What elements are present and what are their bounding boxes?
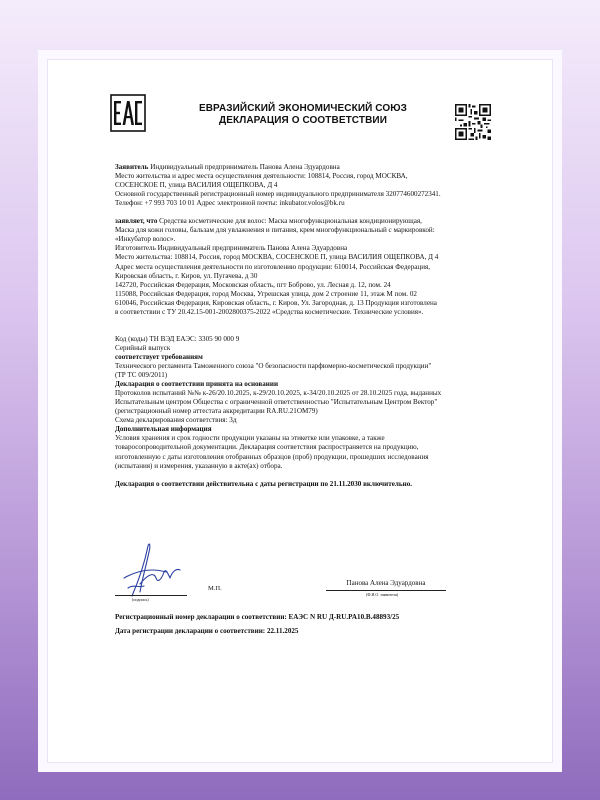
- declaration-scheme: Схема декларирования соответствия: 3д: [115, 416, 237, 425]
- accreditation-number: (регистрационный номер аттестата аккредитации RA.RU.21ОМ79): [115, 407, 318, 416]
- declaration-body: [115, 163, 497, 489]
- tnved-code: Код (коды) ТН ВЭД ЕАЭС: 3305 90 000 9: [115, 334, 240, 343]
- production-address-zagorodnaya: 610046, Российская Федерация, Кировская область, г. Киров, Ул. Загородная, д. 13 Продукция изготовлена: [115, 298, 437, 307]
- declaration-title: ДЕКЛАРАЦИЯ О СООТВЕТСТВИИ: [219, 115, 387, 126]
- production-address-moscow: 115088, Российская Федерация, город Москва, Угрешская улица, дом 2 строение 11, этаж М пом. 02: [115, 289, 417, 298]
- declares-label: заявляет, что: [115, 217, 158, 226]
- testing-center: Испытательным центром Общества с ограниченной ответственностью "Испытательным Центром Вектор": [115, 398, 438, 407]
- signature-line: [115, 595, 187, 596]
- union-title: ЕВРАЗИЙСКИЙ ЭКОНОМИЧЕСКИЙ СОЮЗ: [198, 103, 408, 114]
- production-address-kirov: Кировская область, г. Киров, ул. Пугачева, д 30: [115, 271, 258, 280]
- applicant-address-cont: СОСЕНСКОЕ П, улица ВАСИЛИЯ ОЩЕПКОВА, Д 4: [115, 181, 278, 190]
- requirements-regulation-code: (ТР ТС 009/2011): [115, 371, 168, 380]
- additional-info-line2: товаросопроводительной документации. Декларация соответствия распространяется на продукцию,: [115, 443, 419, 452]
- registration-date: Дата регистрации декларации о соответствии: 22.11.2025: [115, 627, 299, 635]
- technical-conditions: в соответствии с ТУ 20.42.15-001-2002800375-2022 «Средства косметические. Технические условия».: [115, 307, 424, 316]
- manufacturer-residence: Место жительства: 108814, Россия, город МОСКВА, СОСЕНСКОЕ П, улица ВАСИЛИЯ ОЩЕПКОВА, Д 4: [115, 253, 439, 262]
- additional-info-line1: Условия хранения и срок годности продукции указаны на этикетке или упаковке, а также: [115, 434, 385, 443]
- handwritten-signature: [118, 538, 184, 600]
- name-line: [326, 590, 446, 591]
- production-address-bobrovo: 142720, Российская Федерация, Московская область, пгт Боброво, ул. Лесная д. 12, пом. 24: [115, 280, 391, 289]
- signature-caption: (подпись): [132, 597, 149, 602]
- manufacturer-name: Изготовитель Индивидуальный предприниматель Панова Алена Эдуардовна: [115, 244, 348, 253]
- registration-info: [115, 610, 535, 638]
- product-description: Средства косметические для волос: Маска многофункциональная кондиционирующая,: [159, 217, 422, 226]
- product-brand: «Инкубатор волос».: [115, 235, 176, 244]
- applicant-label: Заявитель: [115, 163, 149, 171]
- test-protocols: Протоколов испытаний №№ к-26/20.10.2025, к-29/20.10.2025, к-34/20.10.2025 от 28.10.2025 года, выданных: [115, 389, 442, 398]
- product-description-cont: Маска для кожи головы, бальзам для увлажнения и питания, крем многофункциональный с маркировкой:: [115, 226, 435, 235]
- applicant-signature-name: Панова Алена Эдуардовна: [346, 579, 426, 587]
- name-caption: (Ф.И.О. заявителя): [366, 592, 399, 597]
- stamp-place-label: М.П.: [208, 585, 222, 592]
- applicant-address: Место жительства и адрес места осуществления деятельности: 108814, Россия, город МОСКВА,: [115, 172, 408, 181]
- requirements-regulation: Технического регламента Таможенного союза "О безопасности парфюмерно-косметической продукции": [115, 362, 432, 371]
- eac-logo: [110, 94, 146, 132]
- validity-statement: Декларация о соответствии действительна с даты регистрации по 21.11.2030 включительно.: [115, 479, 413, 488]
- qr-code: [455, 104, 491, 140]
- additional-info-line4: (испытания) и измерения, указанную в акте(ах) отбора.: [115, 461, 283, 470]
- serial-release: Серийный выпуск: [115, 343, 171, 352]
- applicant-ogrnip: Основной государственный регистрационный номер индивидуального предпринимателя 320774600272341.: [115, 190, 441, 199]
- additional-info-line3: изготовленную с даты изготовления отобранных образцов (проб) продукции, прошедших исследования: [115, 452, 429, 461]
- declaration-document: [48, 60, 552, 762]
- basis-label: Декларация о соответствии принята на основании: [115, 380, 279, 389]
- registration-number: Регистрационный номер декларации о соответствии: ЕАЭС N RU Д-RU.PA10.B.48893/25: [115, 613, 400, 621]
- applicant-name: Индивидуальный предприниматель Панова Алена Эдуардовна: [150, 163, 340, 171]
- production-address: Адрес места осуществления деятельности по изготовлению продукции: 610014, Российская Федерация,: [115, 262, 431, 271]
- requirements-label: соответствует требованиям: [115, 352, 203, 361]
- document-header: [198, 103, 408, 127]
- additional-info-label: Дополнительная информация: [115, 425, 212, 434]
- applicant-contacts: Телефон: +7 993 703 10 01 Адрес электронной почты: inkubator.volos@bk.ru: [115, 199, 345, 208]
